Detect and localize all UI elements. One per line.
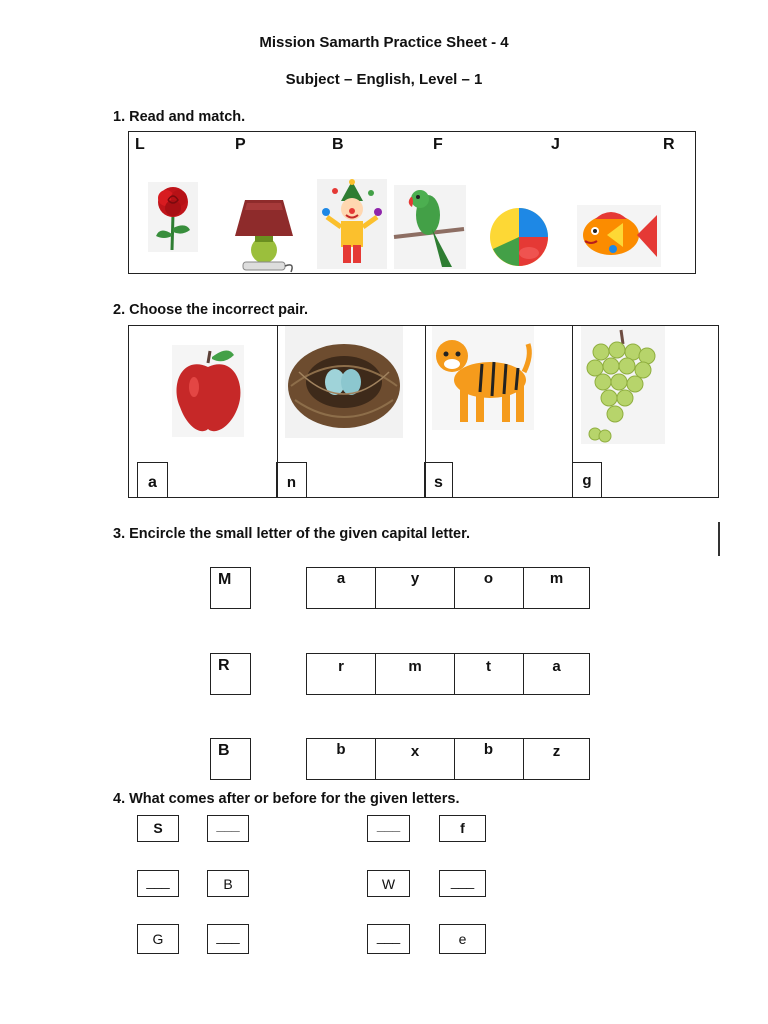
parrot-icon <box>394 185 466 269</box>
letter-box: e <box>439 924 486 954</box>
answer-blank[interactable]: ___ <box>207 924 249 954</box>
option-cell[interactable]: b <box>454 738 524 780</box>
margin-line <box>718 522 720 556</box>
apple-icon <box>172 345 244 437</box>
letter-box: S <box>137 815 179 842</box>
letter-box: W <box>367 870 410 897</box>
capital-letter-b: B <box>210 738 251 780</box>
nest-icon <box>285 326 403 438</box>
page-title: Mission Samarth Practice Sheet - 4 <box>259 34 509 51</box>
option-cell[interactable]: y <box>375 567 455 609</box>
question-3-heading: 3. Encircle the small letter of the given capital letter. <box>113 526 470 542</box>
answer-blank[interactable]: ___ <box>367 924 410 954</box>
match-letter-p: P <box>235 136 246 153</box>
pair-letter-n[interactable]: n <box>276 462 307 498</box>
letter-box: G <box>137 924 179 954</box>
pair-letter-g[interactable]: g <box>572 462 602 498</box>
option-cell[interactable]: a <box>336 570 346 587</box>
match-letter-j: J <box>551 136 560 153</box>
answer-blank[interactable]: ___ <box>207 815 249 842</box>
option-cell[interactable]: t <box>454 653 524 695</box>
rose-icon <box>148 182 198 252</box>
joker-icon <box>317 179 387 269</box>
page-subtitle: Subject – English, Level – 1 <box>285 71 483 88</box>
match-letter-b: B <box>332 136 344 153</box>
ball-icon <box>489 203 549 269</box>
answer-blank[interactable]: ___ <box>439 870 486 897</box>
fish-icon <box>577 205 661 267</box>
match-letter-l: L <box>135 136 145 153</box>
option-cell[interactable]: r <box>338 658 344 675</box>
letter-box: B <box>207 870 249 897</box>
option-cell[interactable]: z <box>552 743 561 760</box>
grapes-icon <box>581 326 665 444</box>
question-2-heading: 2. Choose the incorrect pair. <box>113 302 308 318</box>
question-1-heading: 1. Read and match. <box>113 109 246 125</box>
capital-letter-r: R <box>210 653 251 695</box>
match-letter-f: F <box>433 136 443 153</box>
pair-letter-s[interactable]: s <box>424 462 453 498</box>
pair-letter-a[interactable]: a <box>137 462 168 498</box>
option-cell[interactable]: m <box>549 570 564 587</box>
capital-letter-m: M <box>210 567 251 609</box>
lamp-icon <box>233 200 295 274</box>
option-cell[interactable]: a <box>552 658 561 675</box>
question-4-heading: 4. What comes after or before for the given letters. <box>113 791 460 807</box>
tiger-icon <box>432 326 534 430</box>
option-cell[interactable]: x <box>375 738 455 780</box>
letter-box: f <box>439 815 486 842</box>
answer-blank[interactable]: ___ <box>137 870 179 897</box>
answer-blank[interactable]: ___ <box>367 815 410 842</box>
option-cell[interactable]: o <box>454 567 524 609</box>
match-letter-r: R <box>663 136 675 153</box>
option-cell[interactable]: b <box>336 741 346 758</box>
option-cell[interactable]: m <box>375 653 455 695</box>
